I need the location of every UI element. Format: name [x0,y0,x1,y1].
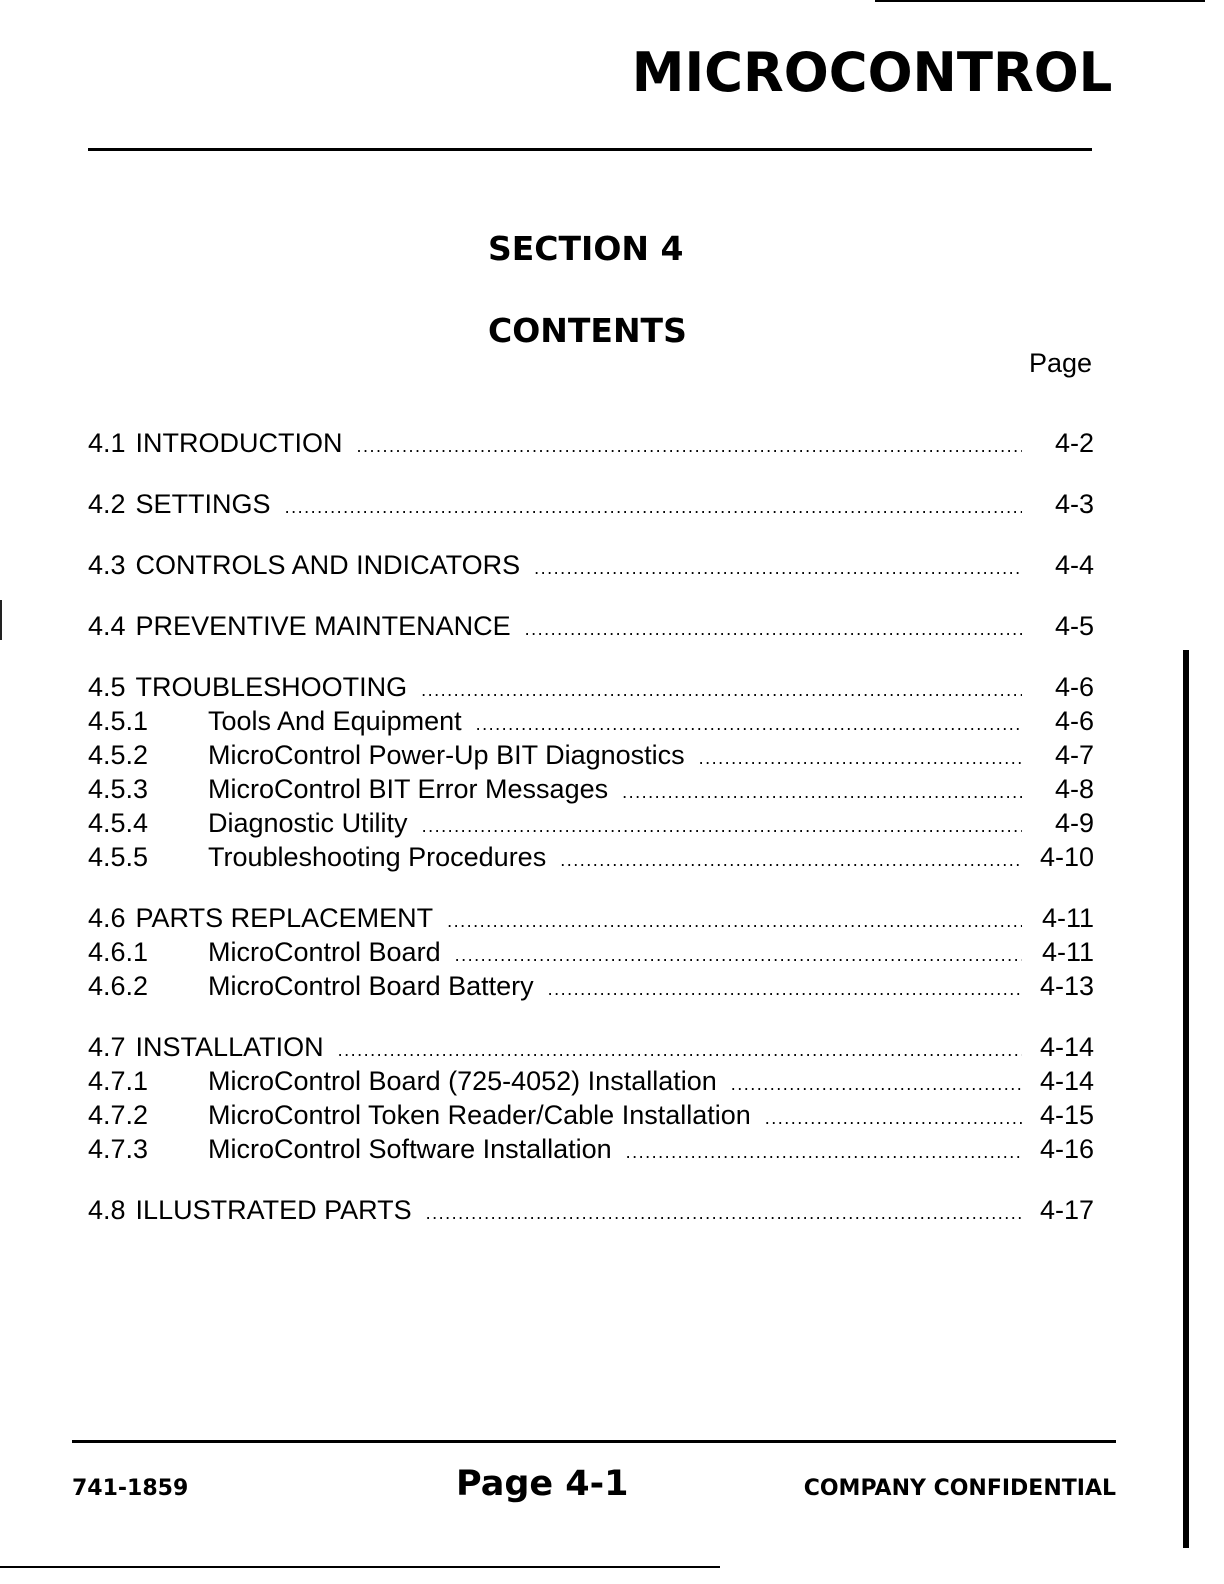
toc-entry[interactable] [88,840,1094,874]
toc-dot-leader [626,1135,1022,1169]
toc-entry-page: 4-5 [1054,611,1094,641]
toc-dot-leader [285,490,1022,524]
scan-edge-mark [0,600,2,640]
toc-entry-title: PREVENTIVE MAINTENANCE [135,611,511,641]
toc-entry-page: 4-16 [1039,1134,1094,1164]
toc-entry[interactable] [88,1098,1094,1132]
toc-entry-page: 4-17 [1039,1195,1094,1225]
toc-entry-title: PARTS REPLACEMENT [135,903,434,933]
toc-entry[interactable] [88,548,1094,582]
toc-entry-title: MicroControl Board Battery [208,971,534,1001]
toc-entry-title: CONTROLS AND INDICATORS [135,550,521,580]
toc-entry-title: MicroControl BIT Error Messages [208,774,609,804]
toc-group [88,1030,1094,1166]
toc-group [88,609,1094,643]
toc-entry[interactable] [88,670,1094,704]
toc-dot-leader [560,843,1022,877]
toc-dot-leader [422,809,1022,843]
toc-entry-page: 4-8 [1054,774,1094,804]
toc-entry-number: 4.5.4 [88,808,149,838]
page-column-header: Page [1028,348,1092,378]
toc-entry-title: Diagnostic Utility [208,808,408,838]
toc-entry[interactable] [88,935,1094,969]
toc-entry-title: Troubleshooting Procedures [208,842,547,872]
toc-entry-page: 4-13 [1039,971,1094,1001]
toc-entry[interactable] [88,1193,1094,1227]
toc-dot-leader [421,673,1022,707]
toc-entry-title: MicroControl Board [208,937,441,967]
toc-dot-leader [731,1067,1022,1101]
toc-entry[interactable] [88,1030,1094,1064]
toc-entry-title: SETTINGS [135,489,271,519]
toc-entry-page: 4-9 [1054,808,1094,838]
toc-entry-page: 4-10 [1039,842,1094,872]
toc-dot-leader [699,741,1022,775]
toc-entry-number: 4.5.1 [88,706,149,736]
toc-entry[interactable] [88,1132,1094,1166]
toc-entry-number: 4.7.3 [88,1134,149,1164]
toc-group [88,487,1094,521]
toc-entry[interactable] [88,1064,1094,1098]
toc-entry-number: 4.4 [88,611,126,641]
toc-entry-title: ILLUSTRATED PARTS [135,1195,412,1225]
toc-group [88,548,1094,582]
toc-entry[interactable] [88,901,1094,935]
toc-dot-leader [447,904,1022,938]
toc-entry-page: 4-11 [1041,903,1094,933]
toc-group [88,901,1094,1003]
toc-entry[interactable] [88,969,1094,1003]
top-rule [875,0,1205,2]
toc-entry-page: 4-7 [1054,740,1094,770]
page-number: Page 4-1 [456,1464,629,1504]
toc-dot-leader [765,1101,1022,1135]
footer-divider [72,1440,1116,1443]
toc-entry-page: 4-6 [1054,706,1094,736]
toc-entry-number: 4.7.2 [88,1100,149,1130]
toc-entry-title: MicroControl Token Reader/Cable Installation [208,1100,751,1130]
bottom-rule [0,1566,720,1568]
toc-entry-title: MicroControl Software Installation [208,1134,612,1164]
toc-entry[interactable] [88,609,1094,643]
toc-entry-number: 4.5.5 [88,842,149,872]
table-of-contents [88,426,1094,1227]
toc-entry[interactable] [88,738,1094,772]
toc-entry-title: INSTALLATION [135,1032,324,1062]
toc-entry-title: TROUBLESHOOTING [135,672,408,702]
toc-entry-page: 4-14 [1039,1066,1094,1096]
toc-entry-page: 4-15 [1039,1100,1094,1130]
toc-entry-page: 4-3 [1054,489,1094,519]
header-divider [88,148,1092,151]
toc-entry-page: 4-11 [1041,937,1094,967]
toc-entry-page: 4-14 [1039,1032,1094,1062]
toc-entry[interactable] [88,487,1094,521]
toc-entry[interactable] [88,426,1094,460]
toc-entry-number: 4.8 [88,1195,126,1225]
toc-dot-leader [426,1196,1022,1230]
toc-entry-number: 4.1 [88,428,126,458]
toc-dot-leader [357,429,1022,463]
toc-dot-leader [525,612,1022,646]
toc-group [88,1193,1094,1227]
confidentiality-notice: COMPANY CONFIDENTIAL [803,1476,1116,1501]
page-header-title: MICROCONTROL [631,41,1112,104]
toc-dot-leader [548,972,1022,1006]
toc-dot-leader [534,551,1022,585]
toc-entry[interactable] [88,772,1094,806]
toc-entry-page: 4-2 [1054,428,1094,458]
toc-entry-number: 4.7 [88,1032,126,1062]
document-number: 741-1859 [72,1476,189,1501]
toc-entry-title: MicroControl Board (725-4052) Installation [208,1066,717,1096]
toc-entry-page: 4-6 [1054,672,1094,702]
contents-title: CONTENTS [488,311,687,350]
toc-entry-number: 4.6.2 [88,971,149,1001]
toc-entry-number: 4.2 [88,489,126,519]
toc-entry-number: 4.7.1 [88,1066,149,1096]
toc-entry-page: 4-4 [1054,550,1094,580]
toc-entry-title: INTRODUCTION [135,428,343,458]
toc-entry-number: 4.5.2 [88,740,149,770]
toc-entry-title: Tools And Equipment [208,706,462,736]
toc-entry-number: 4.6.1 [88,937,149,967]
section-title: SECTION 4 [488,229,684,268]
toc-dot-leader [476,707,1022,741]
toc-entry-number: 4.5.3 [88,774,149,804]
toc-dot-leader [338,1033,1022,1067]
toc-entry-number: 4.3 [88,550,126,580]
toc-dot-leader [622,775,1022,809]
toc-entry-number: 4.5 [88,672,126,702]
toc-dot-leader [455,938,1022,972]
toc-entry[interactable] [88,806,1094,840]
toc-entry-title: MicroControl Power-Up BIT Diagnostics [208,740,685,770]
scan-edge-bar [1183,650,1189,1548]
toc-entry[interactable] [88,704,1094,738]
toc-group [88,670,1094,874]
toc-group [88,426,1094,460]
toc-entry-number: 4.6 [88,903,126,933]
